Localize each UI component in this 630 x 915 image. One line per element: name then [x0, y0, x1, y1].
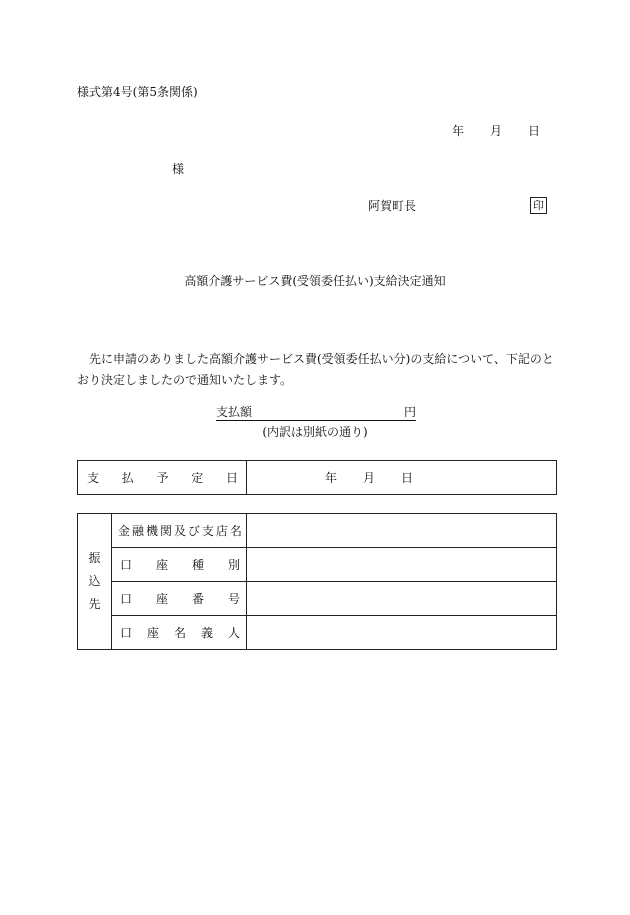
document-title: 高額介護サービス費(受領委任払い)支給決定通知 — [184, 274, 446, 288]
label-char: 口 — [120, 558, 133, 572]
month-label: 月 — [363, 471, 376, 485]
account-holder-value[interactable] — [247, 616, 557, 650]
yen-unit: 円 — [403, 405, 416, 419]
label-char: 座 — [155, 558, 168, 572]
amount-label: 支払額 — [216, 405, 253, 419]
bank-branch-value[interactable] — [247, 514, 557, 548]
label-char: 義 — [200, 626, 213, 640]
label-char: 種 — [191, 558, 204, 572]
bank-branch-label — [112, 514, 247, 548]
label-char: 定 — [191, 471, 204, 485]
day-label: 日 — [528, 124, 541, 138]
month-label: 月 — [490, 124, 503, 138]
transfer-row — [78, 582, 557, 616]
label-char: 機 — [145, 524, 158, 538]
label-char: 予 — [156, 471, 169, 485]
label-char: 番 — [191, 592, 204, 606]
body-line-1: 先に申請のありました高額介護サービス費(受領委任払い分)の支給について、下記のと — [89, 352, 554, 366]
account-type-value[interactable] — [247, 548, 557, 582]
transfer-side-label — [78, 514, 112, 650]
account-number-label — [112, 582, 247, 616]
label-char: 支 — [201, 524, 214, 538]
seal-mark: 印 — [530, 197, 547, 214]
label-char: び — [187, 524, 200, 538]
account-holder-label — [112, 616, 247, 650]
payment-date-value[interactable] — [247, 461, 557, 495]
label-char: 号 — [227, 592, 240, 606]
payment-date-row — [78, 461, 557, 495]
breakdown-note: (内訳は別紙の通り) — [262, 425, 368, 439]
issuer-name: 阿賀町長 — [368, 199, 417, 213]
label-char: 関 — [159, 524, 172, 538]
issue-date — [452, 125, 540, 137]
label-char: 店 — [215, 524, 228, 538]
body-line-2: おり決定しましたので通知いたします。 — [77, 373, 293, 387]
label-char: 座 — [146, 626, 159, 640]
label-char: 払 — [121, 471, 134, 485]
label-char: 別 — [227, 558, 240, 572]
label-char: 口 — [120, 626, 133, 640]
account-type-label — [112, 548, 247, 582]
addressee-honorific: 様 — [172, 162, 185, 176]
label-char: 名 — [229, 524, 242, 538]
label-char: 融 — [131, 524, 144, 538]
year-label: 年 — [325, 471, 338, 485]
form-number: 様式第4号(第5条関係) — [77, 85, 198, 99]
day-label: 日 — [401, 471, 414, 485]
payment-date-label — [78, 461, 247, 495]
body-text — [77, 349, 557, 391]
label-char: 及 — [173, 524, 186, 538]
transfer-row — [78, 548, 557, 582]
label-char: 口 — [120, 592, 133, 606]
label-char: 支 — [87, 471, 100, 485]
year-label: 年 — [452, 124, 465, 138]
payment-date-table — [77, 460, 557, 495]
side-char: 込 — [88, 574, 101, 588]
label-char: 金 — [118, 524, 131, 538]
side-char: 先 — [88, 597, 101, 611]
payment-amount-line — [216, 406, 416, 421]
transfer-row — [78, 514, 557, 548]
side-char: 振 — [88, 551, 101, 565]
transfer-row — [78, 616, 557, 650]
label-char: 座 — [155, 592, 168, 606]
label-char: 日 — [225, 471, 238, 485]
transfer-destination-table — [77, 513, 557, 650]
label-char: 名 — [173, 626, 186, 640]
label-char: 人 — [227, 626, 240, 640]
account-number-value[interactable] — [247, 582, 557, 616]
